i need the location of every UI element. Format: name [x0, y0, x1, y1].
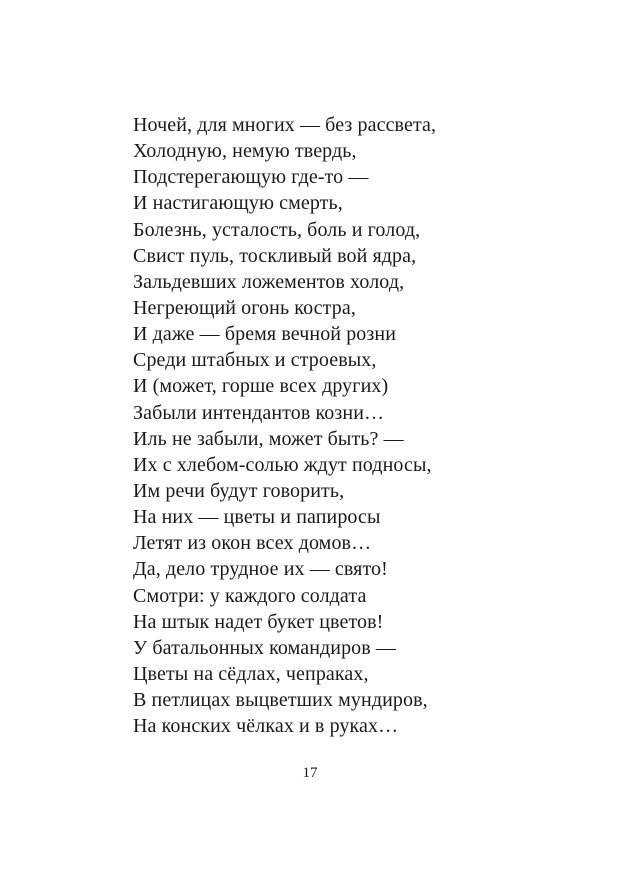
- poem-line: Подстерегающую где-то —: [133, 166, 369, 189]
- poem-line: Иль не забыли, может быть? —: [133, 427, 404, 450]
- poem-line: Свист пуль, тоскливый вой ядра,: [133, 244, 417, 267]
- poem-line: В петлицах выцветших мундиров,: [133, 689, 428, 712]
- poem-line: У батальонных командиров —: [133, 636, 397, 659]
- poem-line: И даже — бремя вечной розни: [133, 323, 397, 346]
- page-number: 17: [302, 765, 318, 781]
- poem-text: [133, 112, 436, 739]
- poem-line: Ночей, для многих — без рассвета,: [133, 114, 437, 136]
- poem-line: На конских чёлках и в руках…: [133, 715, 399, 738]
- poem-line: На штык надет букет цветов!: [133, 610, 384, 633]
- poem-line: На них — цветы и папиросы: [133, 506, 381, 529]
- poem-line: Летят из окон всех домов…: [133, 532, 372, 555]
- poem-line: Зальдевших ложементов холод,: [133, 270, 405, 293]
- poem-line: Да, дело трудное их — свято!: [133, 558, 388, 581]
- poem-line: Смотри: у каждого солдата: [133, 584, 367, 607]
- poem-line: И настигающую смерть,: [133, 192, 343, 215]
- poem-line: Цветы на сёдлах, чепраках,: [133, 662, 369, 685]
- poem-line: Забыли интендантов козни…: [133, 401, 385, 424]
- poem-line: Среди штабных и строевых,: [133, 349, 377, 372]
- poem-line: Их с хлебом-солью ждут подносы,: [133, 453, 432, 476]
- poem-line: Им речи будут говорить,: [133, 479, 345, 502]
- poem-line: Холодную, немую твердь,: [133, 140, 357, 163]
- poem-line: Болезнь, усталость, боль и голод,: [133, 218, 421, 241]
- poem-line: Негреющий огонь костра,: [133, 296, 356, 319]
- poem-line: И (может, горше всех других): [133, 375, 389, 398]
